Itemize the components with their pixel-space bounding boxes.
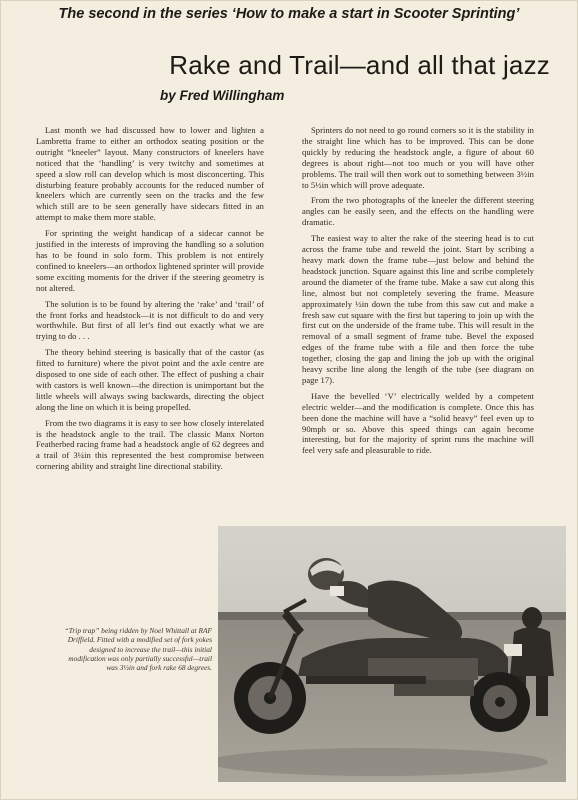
paragraph: The solution is to be found by altering the ‘rake’ and ‘trail’ of the front forks and headstock—it is not difficult to do and very worthwhile. But first of all let’s find out exactly what we are trying to do . . .: [36, 298, 264, 342]
paragraph: For sprinting the weight handicap of a sidecar cannot be justified in the interests of improving the handling so a solution has to be found in solo form. This problem is not entirely confined to kneelers—an orthodox lightened sprinter will provide some exciting moments for the driver if the steering geometry is not altered.: [36, 228, 264, 293]
article-title: Rake and Trail—and all that jazz: [169, 50, 550, 80]
paragraph: From the two photographs of the kneeler the different steering angles can be easily seen, and the effects on the handling were dramatic.: [302, 195, 534, 228]
series-heading: The second in the series ‘How to make a start in Scooter Sprinting’: [58, 6, 520, 22]
paragraph: From the two diagrams it is easy to see how closely interelated is the headstock angle to the trail. The classic Manx Norton Featherbed racing frame had a headstock angle of 62 degrees and a trail of 3¼in this represented the best compromise between cornering ability and straight line directional stability.: [36, 417, 264, 472]
paragraph: Sprinters do not need to go round corners so it is the stability in the straight line which has to be improved. This can be done quickly by reducing the headstock angle, a figure of about 60 degrees is about right—not too much or you will have other problems. The trail will then work out to something between 3½in to 5½in which will prove adequate.: [302, 125, 534, 190]
paragraph: The easiest way to alter the rake of the steering head is to cut across the frame tube and reweld the joint. Start by scribing a heavy mark down the frame tube—just below and behind the headstock junction. Square against this line and scribe completely around the diameter of the frame tube. Make a saw cut along this line, almost but not completely severing the frame. Measure approximately ½in down the tube from this saw cut and make a fresh saw cut square with the first but tapering to join up with the first cut on the underside of the frame tube. This will result in the removal of a small segment of frame tube. Bevel the exposed edges of the frame tube with a file and then force the tube together, closing the gap and lining the job up with the original heavy scribe line along the length of the tube (see diagram on page 17).: [302, 233, 534, 385]
scooter-sprint-photo: [218, 526, 566, 782]
paragraph: The theory behind steering is basically that of the castor (as fitted to furniture) where the pivot point and the axle centre are disposed to one side of each other. The effect of pushing a chair with castors is well known—the direction is unimportant but the little wheels will always swing backwards, directing the object along the line on which it is being propelled.: [36, 347, 264, 412]
paragraph: Have the bevelled ‘V’ electrically welded by a competent electric welder—and the modification is complete. Once this has been done the machine will have a “solid heavy” feel even up to 90mph or so. Above this speed things can again become interesting, but for the majority of sprint runs the machine will feel very safe and pleasurable to ride.: [302, 390, 534, 456]
article-column-left: [36, 125, 264, 525]
byline: by Fred Willingham: [160, 88, 285, 103]
photo-illustration: [218, 526, 566, 782]
paragraph: Last month we had discussed how to lower and lighten a Lambretta frame to either an orthodox seating position or the outright “kneeler” layout. Many constructors of kneelers have noticed that the ‘handling’ is very twitchy and sometimes at speed a slow roll can develop which is most disconcerting. This disturbing feature probably accounts for the reduced number of kneelers which are currently seen on the tracks and the few which still are to be seen generally have sidecars fitted in an attempt to make them more stable.: [36, 125, 264, 223]
article-column-right: [302, 125, 534, 525]
photo-caption: “Trip trap” being ridden by Noel Whittall at RAF Driffield. Fitted with a modified set of fork yokes designed to increase the trail—this initial modification was only partially successful—trail was 3½in and fork rake 68 degrees.: [64, 626, 212, 673]
